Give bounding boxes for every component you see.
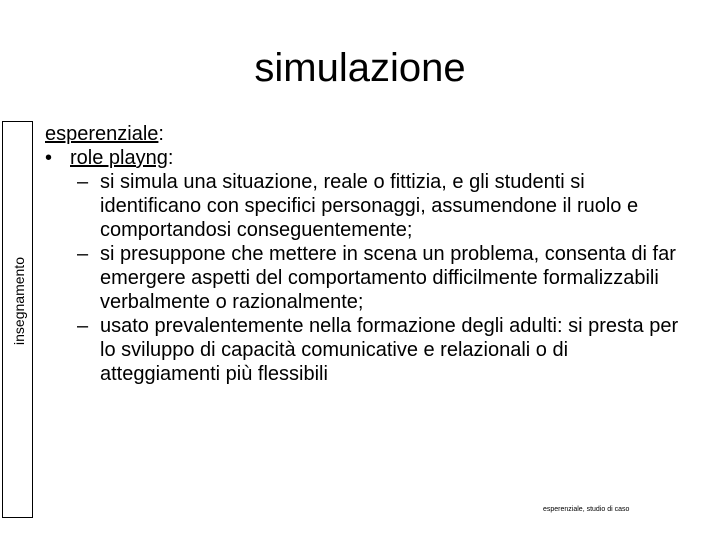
footer-note: esperenziale, studio di caso (543, 506, 630, 513)
bullet-marker: • (45, 147, 53, 169)
dash-marker: – (77, 171, 89, 193)
slide-body (45, 122, 685, 386)
slide-title: simulazione (254, 46, 466, 90)
sub-item (45, 170, 685, 242)
sub-item (45, 314, 685, 386)
sub-item-text: si simula una situazione, reale o fittizia, e gli studenti si identificano con specifici personaggi, assumendone il ruolo e comportandosi conseguentemente; (100, 171, 639, 241)
heading-text: esperenziale (45, 123, 159, 145)
bullet-text: role playng (70, 147, 168, 169)
heading-colon: : (158, 123, 164, 145)
bullet-item (45, 146, 685, 170)
sub-item-text: usato prevalentemente nella formazione degli adulti: si presta per lo sviluppo di capacità comunicative e relazionali o di atteggiamenti più flessibili (100, 315, 679, 385)
dash-marker: – (77, 315, 89, 337)
side-label-box (2, 121, 33, 518)
sub-item (45, 242, 685, 314)
sub-item-text: si presuppone che mettere in scena un problema, consenta di far emergere aspetti del comportamento difficilmente formalizzabili verbalmente o razionalmente; (100, 243, 676, 313)
heading-line (45, 122, 685, 146)
bullet-colon: : (167, 147, 174, 169)
side-label: insegnamento (10, 256, 27, 345)
dash-marker: – (77, 243, 89, 265)
